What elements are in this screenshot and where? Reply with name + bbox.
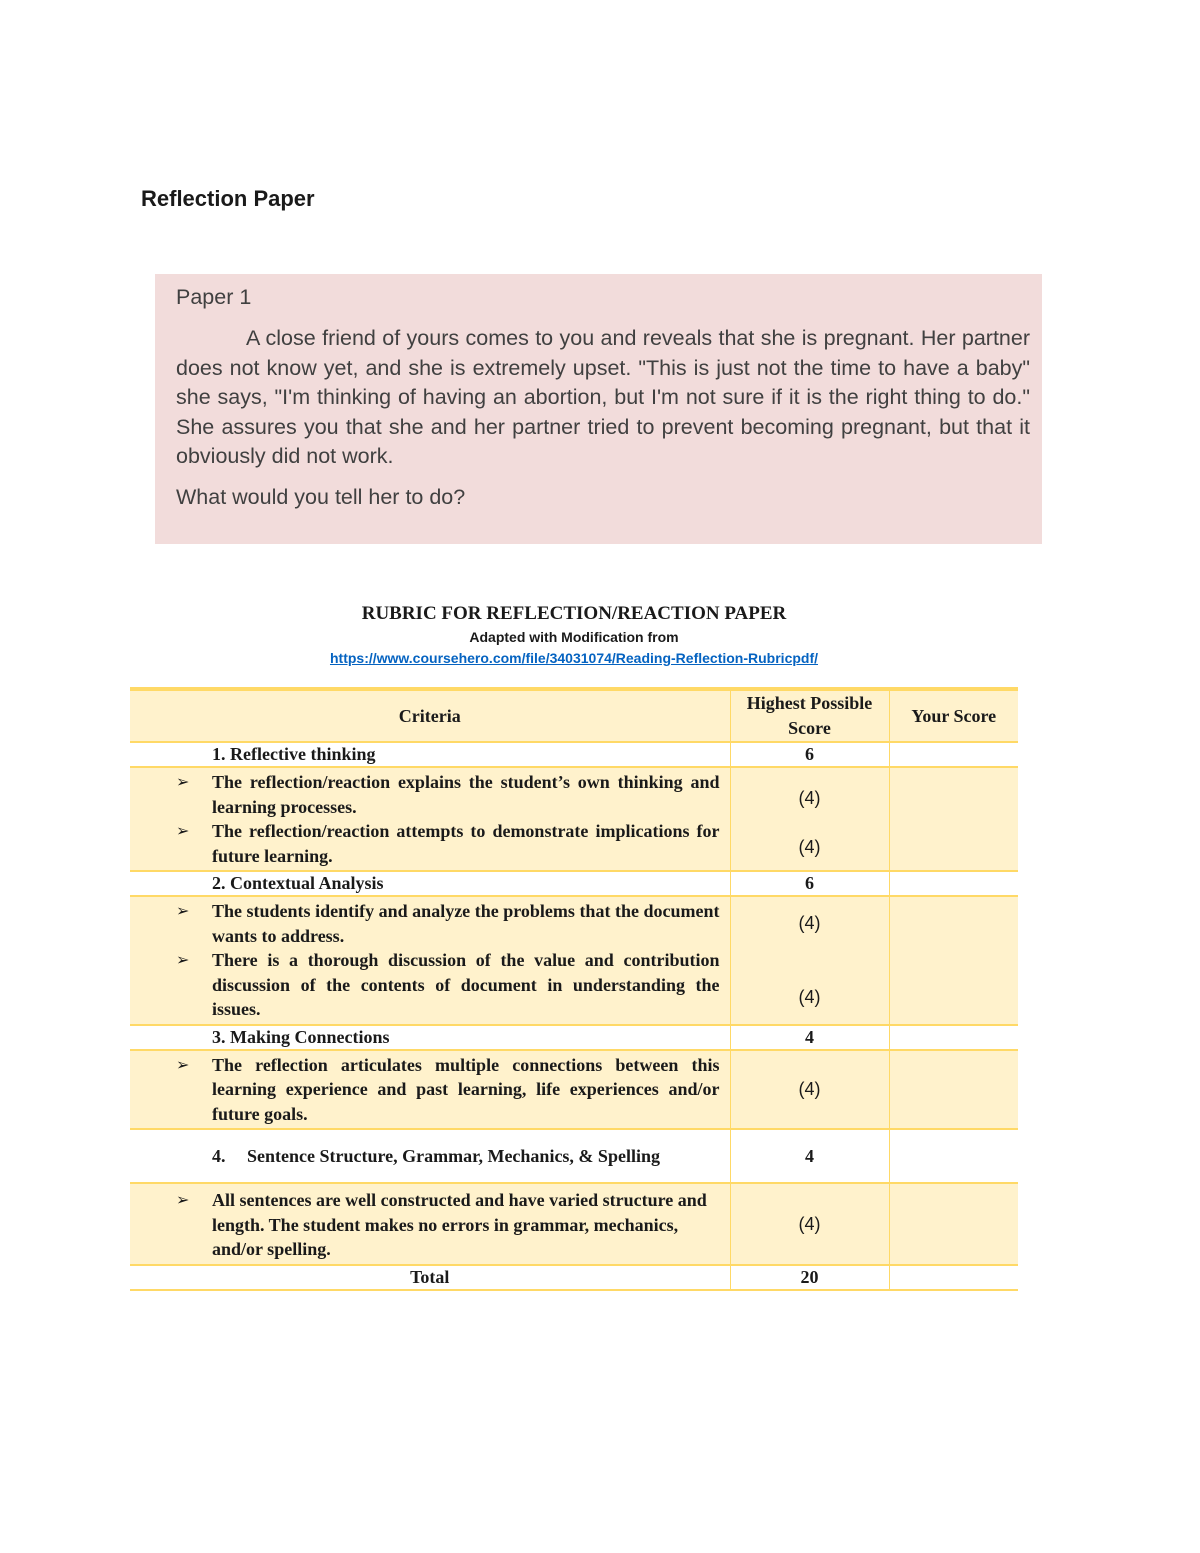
criterion-bullet bbox=[176, 899, 720, 948]
bullet-row bbox=[130, 896, 1018, 1025]
your-score-cell[interactable] bbox=[889, 1183, 1018, 1265]
bullet-score: (4) bbox=[798, 836, 821, 857]
bullet-list bbox=[130, 896, 730, 1025]
criterion-text: All sentences are well constructed and have varied structure and length. The student makes no errors in grammar, mechanics, and/or spelling. bbox=[212, 1190, 707, 1259]
section-score: 4 bbox=[730, 1129, 889, 1183]
section-score: 6 bbox=[730, 871, 889, 896]
bullet-score: (4) bbox=[798, 1213, 821, 1234]
page-title: Reflection Paper bbox=[141, 186, 315, 211]
arrow-bullet-icon: ➢ bbox=[176, 1190, 190, 1209]
bullet-list bbox=[130, 767, 730, 871]
rubric-header-row bbox=[130, 689, 1018, 742]
section-label: 1. Reflective thinking bbox=[130, 742, 730, 767]
bullet-scores bbox=[730, 896, 889, 1025]
prompt-heading: Paper 1 bbox=[176, 285, 252, 309]
highest-score-header: Highest Possible Score bbox=[730, 689, 889, 742]
prompt-question: What would you tell her to do? bbox=[176, 484, 466, 509]
your-total-cell[interactable] bbox=[889, 1265, 1018, 1290]
criterion-text: The reflection articulates multiple connections between this learning experience and past learning, life experiences and/or future goals. bbox=[212, 1054, 720, 1124]
section-score: 6 bbox=[730, 742, 889, 767]
your-score-cell[interactable] bbox=[889, 1050, 1018, 1130]
section-row bbox=[130, 1129, 1018, 1183]
bullet-list bbox=[130, 1183, 730, 1265]
bullet-scores bbox=[730, 767, 889, 871]
criterion-bullet bbox=[176, 819, 720, 868]
your-score-header: Your Score bbox=[889, 689, 1018, 742]
bullet-row bbox=[130, 1183, 1018, 1265]
section-label bbox=[130, 1129, 730, 1183]
your-score-cell[interactable] bbox=[889, 1129, 1018, 1183]
prompt-body: A close friend of yours comes to you and reveals that she is pregnant. Her partner does not know yet, and she is extremely upset. "This is just not the time to have a baby" she says, "I'm thinking of having an abortion, but I'm not sure if it is the right thing to do." She assures you that she and her partner tried to prevent becoming pregnant, but that it obviously did not work. bbox=[176, 326, 1030, 468]
bullet-scores bbox=[730, 1050, 889, 1130]
total-score: 20 bbox=[730, 1265, 889, 1290]
criterion-bullet bbox=[176, 1188, 720, 1262]
criterion-text: The students identify and analyze the problems that the document wants to address. bbox=[212, 901, 720, 946]
arrow-bullet-icon: ➢ bbox=[176, 950, 190, 969]
your-score-cell[interactable] bbox=[889, 742, 1018, 767]
arrow-bullet-icon: ➢ bbox=[176, 772, 190, 791]
bullet-score: (4) bbox=[798, 987, 821, 1008]
section-score: 4 bbox=[730, 1025, 889, 1050]
total-row bbox=[130, 1265, 1018, 1290]
prompt-box bbox=[155, 274, 1042, 544]
section-number: 4. bbox=[212, 1145, 226, 1166]
section-label: 3. Making Connections bbox=[130, 1025, 730, 1050]
section-row bbox=[130, 1025, 1018, 1050]
rubric-subtitle: Adapted with Modification from bbox=[469, 629, 679, 645]
total-label: Total bbox=[130, 1265, 730, 1290]
criterion-text: There is a thorough discussion of the value and contribution discussion of the contents of document in understanding the issues. bbox=[212, 950, 720, 1019]
bullet-score: (4) bbox=[798, 787, 821, 808]
criterion-bullet bbox=[176, 770, 720, 819]
bullet-score: (4) bbox=[798, 913, 821, 934]
arrow-bullet-icon: ➢ bbox=[176, 1054, 190, 1074]
your-score-cell[interactable] bbox=[889, 896, 1018, 1025]
bullet-row bbox=[130, 767, 1018, 871]
criteria-header: Criteria bbox=[130, 689, 730, 742]
bullet-row bbox=[130, 1050, 1018, 1130]
criterion-bullet bbox=[176, 948, 720, 1022]
section-label-text: Sentence Structure, Grammar, Mechanics, & Spelling bbox=[247, 1145, 660, 1166]
your-score-cell[interactable] bbox=[889, 1025, 1018, 1050]
bullet-scores bbox=[730, 1183, 889, 1265]
criterion-text: The reflection/reaction explains the student’s own thinking and learning processes. bbox=[212, 772, 720, 817]
criterion-text: The reflection/reaction attempts to demonstrate implications for future learning. bbox=[212, 821, 720, 866]
arrow-bullet-icon: ➢ bbox=[176, 821, 190, 840]
bullet-score: (4) bbox=[798, 1079, 821, 1100]
rubric-table bbox=[130, 687, 1018, 1291]
section-row bbox=[130, 871, 1018, 896]
section-label: 2. Contextual Analysis bbox=[130, 871, 730, 896]
rubric-title: RUBRIC FOR REFLECTION/REACTION PAPER bbox=[361, 603, 787, 624]
your-score-cell[interactable] bbox=[889, 767, 1018, 871]
rubric-source-link[interactable]: https://www.coursehero.com/file/34031074/Reading-Reflection-Rubricpdf/ bbox=[329, 650, 819, 666]
bullet-list bbox=[130, 1050, 730, 1130]
your-score-cell[interactable] bbox=[889, 871, 1018, 896]
criterion-bullet bbox=[176, 1053, 720, 1127]
arrow-bullet-icon: ➢ bbox=[176, 901, 190, 920]
section-row bbox=[130, 742, 1018, 767]
